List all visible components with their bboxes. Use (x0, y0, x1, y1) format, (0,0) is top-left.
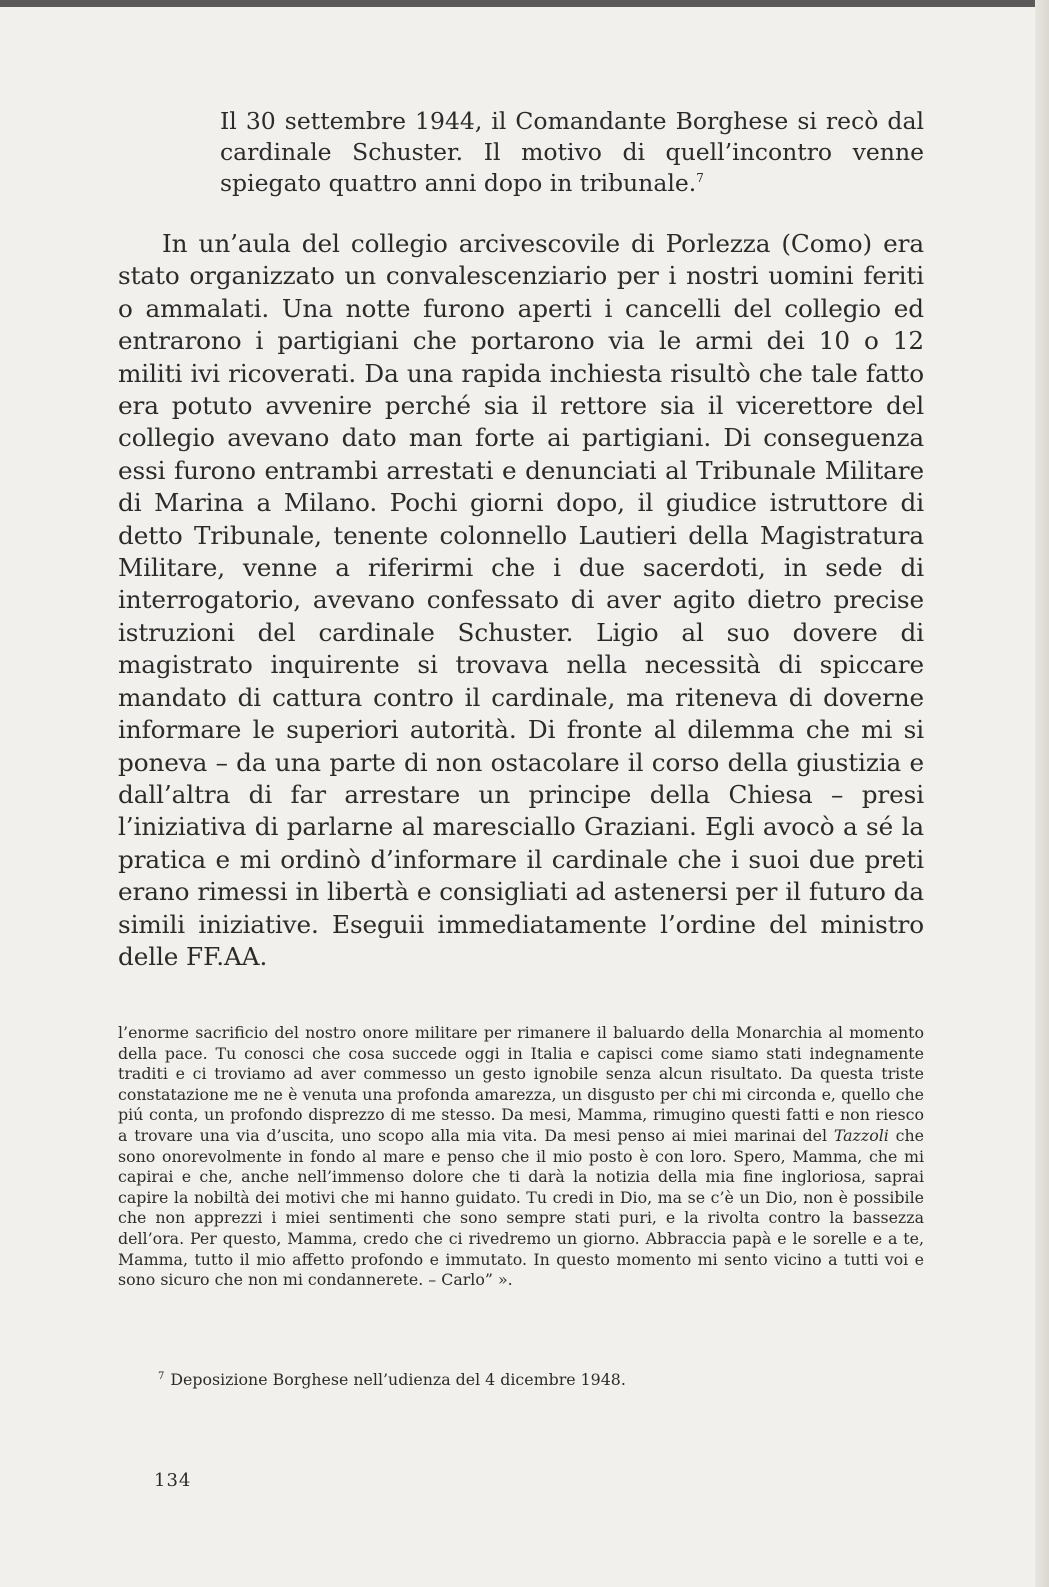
footnote-text-before: l’enorme sacrificio del nostro onore militare per rimanere il baluardo della Monarchia al momento della pace. Tu conosci che cosa succede oggi in Italia e capisci come siamo stati indegnamente traditi e ci troviamo ad aver commesso un gesto ignobile senza alcun risultato. Da questa triste constatazione me ne è venuta una profonda amarezza, un disgusto per chi mi circonda e, quello che piú conta, un profondo disprezzo di me stesso. Da mesi, Mamma, rimugino questi fatti e non riesco a trovare una via d’uscita, uno scopo alla mia vita. Da mesi penso ai miei marinai del (118, 1023, 924, 1145)
footnote-continuation (118, 1023, 924, 1291)
footnote-ref-7: 7 (696, 171, 704, 186)
intro-paragraph (220, 106, 924, 199)
intro-text: Il 30 settembre 1944, il Comandante Borghese si recò dal cardinale Schuster. Il motivo di quell’incontro venne spiegato quattro anni dopo in tribunale. (220, 107, 924, 197)
top-border (0, 0, 1049, 7)
footnote-7 (158, 1370, 924, 1391)
footnote-7-mark: 7 (158, 1370, 165, 1382)
footnote-7-text: Deposizione Borghese nell’udienza del 4 dicembre 1948. (170, 1370, 626, 1389)
page-number: 134 (154, 1470, 192, 1491)
page-edge-shadow (1035, 0, 1049, 1587)
footnote-text-after: che sono onorevolmente in fondo al mare e penso che il mio posto è con loro. Spero, Mamma, che mi capirai e che, anche nell’immenso dolore che ti darà la notizia della mia fine ingloriosa, saprai capire la nobiltà dei motivi che mi hanno guidato. Tu credi in Dio, ma se c’è un Dio, non è possibile che non apprezzi i miei sentimenti che sono sempre stati puri, e la rivolta contro la bassezza dell’ora. Per questo, Mamma, credo che ci rivedremo un giorno. Abbraccia papà e le sorelle e a te, Mamma, tutto il mio affetto profondo e immutato. In questo momento mi sento vicino a tutti voi e sono sicuro che non mi condannerete. – Carlo” ». (118, 1125, 924, 1290)
body-paragraph: In un’aula del collegio arcivescovile di Porlezza (Como) era stato organizzato un convalescenziario per i nostri uomini feriti o ammalati. Una notte furono aperti i cancelli del collegio ed entrarono i partigiani che portarono via le armi dei 10 o 12 militi ivi ricoverati. Da una rapida inchiesta risultò che tale fatto era potuto avvenire perché sia il rettore sia il vicerettore del collegio avevano dato man forte ai partigiani. Di conseguenza essi furono entrambi arrestati e denunciati al Tribunale Militare di Marina a Milano. Pochi giorni dopo, il giudice istruttore di detto Tribunale, tenente colonnello Lautieri della Magistratura Militare, venne a riferirmi che i due sacerdoti, in sede di interrogatorio, avevano confessato di aver agito dietro precise istruzioni del cardinale Schuster. Ligio al suo dovere di magistrato inquirente si trovava nella necessità di spiccare mandato di cattura contro il cardinale, ma riteneva di doverne informare le superiori autorità. Di fronte al dilemma che mi si poneva – da una parte di non ostacolare il corso della giustizia e dall’altra di far arrestare un principe della Chiesa – presi l’iniziativa di parlarne al maresciallo Graziani. Egli avocò a sé la pratica e mi ordinò d’informare il cardinale che i suoi due preti erano rimessi in libertà e consigliati ad astenersi per il futuro da simili iniziative. Eseguii immediatamente l’ordine del ministro delle FF.AA. (118, 229, 924, 971)
ship-name: Tazzoli (833, 1125, 889, 1145)
